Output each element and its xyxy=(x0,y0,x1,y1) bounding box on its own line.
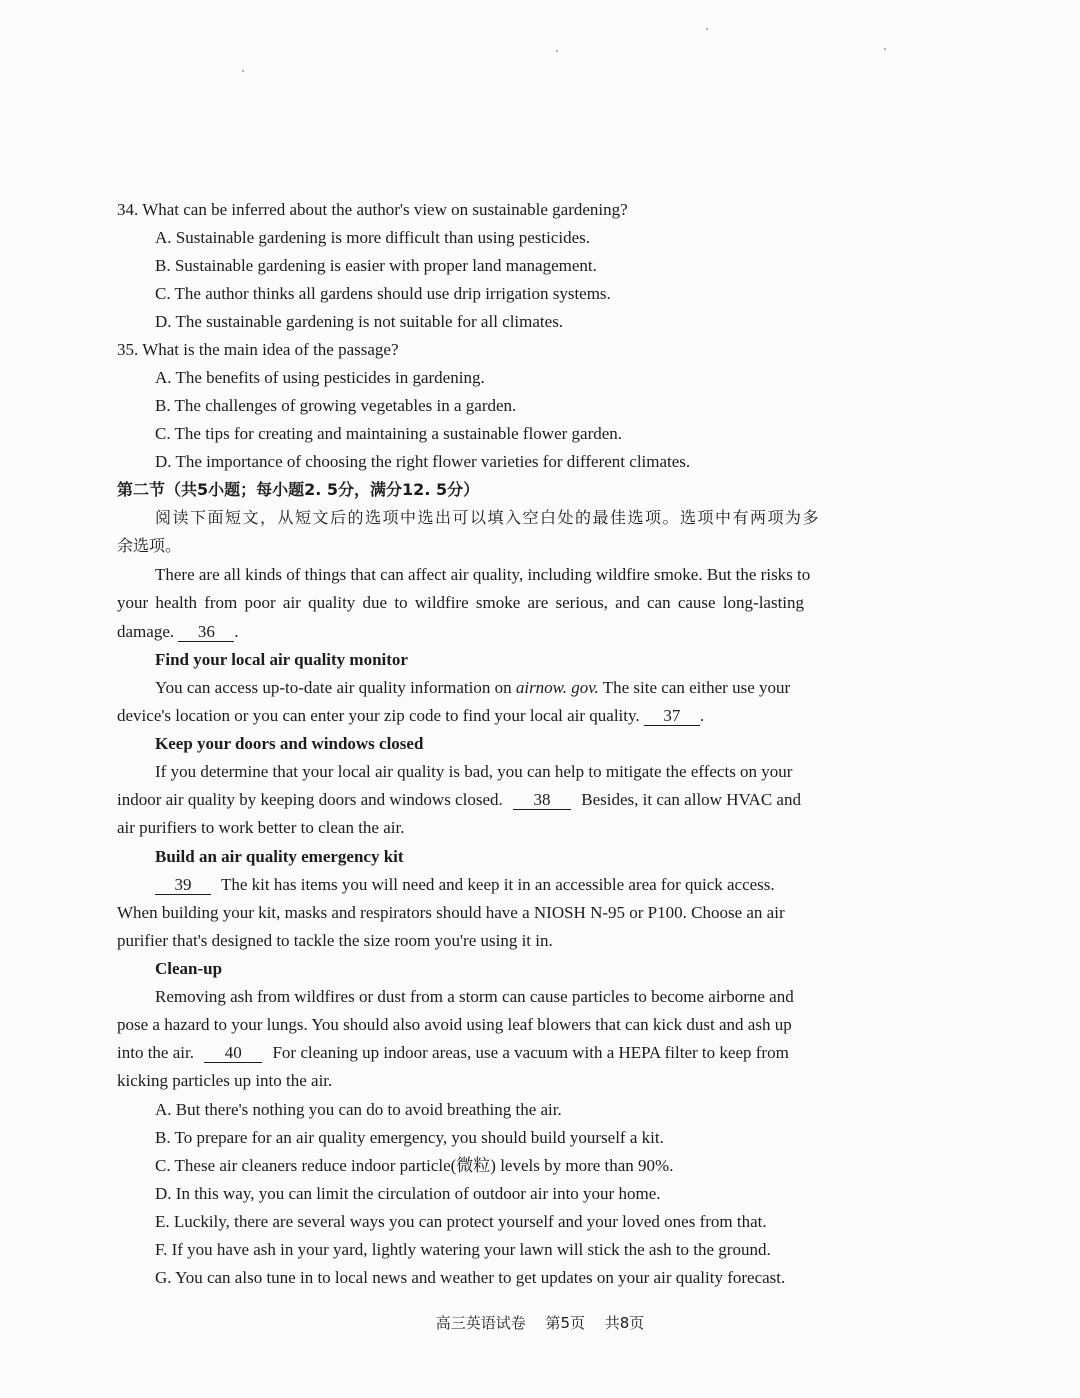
q34-option-d: D. The sustainable gardening is not suitable for all climates. xyxy=(155,312,564,331)
passage-text: into the air. xyxy=(117,1043,194,1062)
instruction-line-2: 余选项。 xyxy=(117,536,182,555)
passage-p5-line-1 xyxy=(155,987,870,1007)
passage-text: There are all kinds of things that can affect air quality, including wildfire smoke. But the risks to xyxy=(155,565,811,584)
scan-speck xyxy=(242,70,244,72)
blank-40: 40 xyxy=(204,1044,262,1063)
choice-e: E. Luckily, there are several ways you can protect yourself and your loved ones from that. xyxy=(155,1212,767,1231)
passage-p4-line-1 xyxy=(155,875,775,895)
passage-text: Besides, it can allow HVAC and xyxy=(581,790,801,809)
passage-text: . xyxy=(234,622,239,641)
passage-p4-line-2: When building your kit, masks and respirators should have a NIOSH N-95 or P100. Choose an air xyxy=(117,903,785,922)
scan-speck xyxy=(556,50,558,52)
q35-option-b: B. The challenges of growing vegetables in a garden. xyxy=(155,396,517,415)
passage-text: The kit has items you will need and keep it in an accessible area for quick access. xyxy=(220,875,775,894)
choice-a: A. But there's nothing you can do to avoid breathing the air. xyxy=(155,1100,562,1119)
airnow-site-text: airnow. gov. xyxy=(515,678,599,697)
passage-text: For cleaning up indoor areas, use a vacuum with a HEPA filter to keep from xyxy=(272,1043,789,1062)
q35-option-c: C. The tips for creating and maintaining a sustainable flower garden. xyxy=(155,424,623,443)
q34-option-c: C. The author thinks all gardens should use drip irrigation systems. xyxy=(155,284,611,303)
q34-option-b: B. Sustainable gardening is easier with proper land management. xyxy=(155,256,597,275)
blank-37: 37 xyxy=(644,707,700,726)
choice-d: D. In this way, you can limit the circulation of outdoor air into your home. xyxy=(155,1184,661,1203)
subheading-emergency-kit: Build an air quality emergency kit xyxy=(155,847,404,866)
passage-p2-line-1 xyxy=(155,678,790,698)
scan-speck xyxy=(884,48,886,50)
passage-text: pose a hazard to your lungs. You should also avoid using leaf blowers that can kick dust and ash up xyxy=(117,1015,792,1034)
section-heading: 第二节（共5小题；每小题2. 5分，满分12. 5分） xyxy=(117,480,480,499)
scan-speck xyxy=(706,28,708,30)
passage-text: damage. xyxy=(117,622,175,641)
passage-text: The site can either use your xyxy=(602,678,791,697)
passage-text: your health from poor air quality due to wildfire smoke are serious, and can cause long-lasting xyxy=(117,593,805,612)
blank-38: 38 xyxy=(513,791,571,810)
subheading-find-monitor: Find your local air quality monitor xyxy=(155,650,408,669)
passage-text: device's location or you can enter your zip code to find your local air quality. xyxy=(117,706,640,725)
passage-p3-line-1 xyxy=(155,762,870,782)
blank-39: 39 xyxy=(155,876,211,895)
blank-36: 36 xyxy=(178,623,234,642)
passage-text: You can access up-to-date air quality information on xyxy=(155,678,512,697)
passage-text: Removing ash from wildfires or dust from a storm can cause particles to become airborne and xyxy=(155,987,794,1006)
passage-text: indoor air quality by keeping doors and windows closed. xyxy=(117,790,503,809)
choice-b: B. To prepare for an air quality emergency, you should build yourself a kit. xyxy=(155,1128,664,1147)
q35-option-d: D. The importance of choosing the right flower varieties for different climates. xyxy=(155,452,691,471)
choice-g: G. You can also tune in to local news and weather to get updates on your air quality forecast. xyxy=(155,1268,786,1287)
q34-option-a: A. Sustainable gardening is more difficult than using pesticides. xyxy=(155,228,590,247)
q35-stem: 35. What is the main idea of the passage? xyxy=(117,340,399,359)
passage-p5-line-3 xyxy=(117,1043,789,1063)
q35-option-a: A. The benefits of using pesticides in gardening. xyxy=(155,368,485,387)
passage-p5-line-2 xyxy=(117,1015,870,1035)
footer-total-pages: 共8页 xyxy=(604,1314,645,1332)
choice-c: C. These air cleaners reduce indoor particle(微粒) levels by more than 90%. xyxy=(155,1156,674,1175)
footer-title: 高三英语试卷 xyxy=(435,1314,526,1332)
subheading-clean-up: Clean-up xyxy=(155,959,223,978)
footer-page-number: 第5页 xyxy=(545,1314,585,1332)
instruction-line-1: 阅读下面短文，从短文后的选项中选出可以填入空白处的最佳选项。选项中有两项为多 xyxy=(155,508,821,527)
passage-p3-line-2 xyxy=(117,790,870,810)
passage-text: If you determine that your local air quality is bad, you can help to mitigate the effects on your xyxy=(155,762,793,781)
passage-p5-line-4: kicking particles up into the air. xyxy=(117,1071,333,1090)
passage-text: . xyxy=(699,706,705,725)
passage-p2-line-2 xyxy=(117,706,704,726)
passage-p1-line-2 xyxy=(117,593,870,613)
passage-p4-line-3: purifier that's designed to tackle the size room you're using it in. xyxy=(117,931,553,950)
q34-stem: 34. What can be inferred about the author's view on sustainable gardening? xyxy=(117,200,628,219)
choice-f: F. If you have ash in your yard, lightly watering your lawn will stick the ash to the ground. xyxy=(155,1240,771,1259)
subheading-doors-windows: Keep your doors and windows closed xyxy=(155,734,424,753)
passage-p1-line-1 xyxy=(155,565,870,585)
passage-p1-line-3 xyxy=(117,622,239,642)
page-footer xyxy=(0,1312,1080,1333)
passage-p3-line-3: air purifiers to work better to clean the air. xyxy=(117,818,405,837)
